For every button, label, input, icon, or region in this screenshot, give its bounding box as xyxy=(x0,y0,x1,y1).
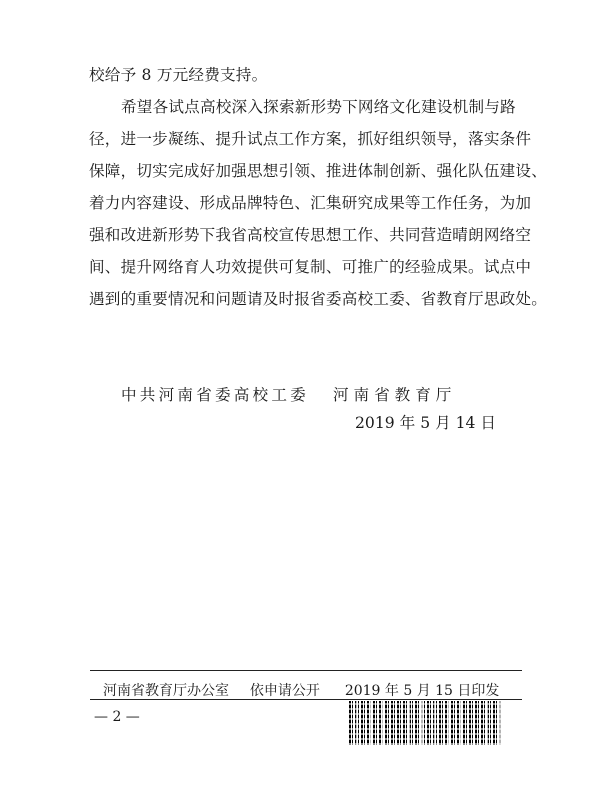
footer-print-info xyxy=(103,680,499,700)
page-number: — 2 — xyxy=(94,709,140,725)
body-line-6: 强和改进新形势下我省高校宣传思想工作、共同营造晴朗网络空 xyxy=(89,226,532,244)
body-line-7: 间、提升网络育人功效提供可复制、可推广的经验成果。试点中 xyxy=(89,258,532,276)
footer-disclosure: 依申请公开 xyxy=(249,683,320,699)
body-line-5: 着力内容建设、形成品牌特色、汇集研究成果等工作任务，为加 xyxy=(89,194,532,212)
body-line-2: 希望各试点高校深入探索新形势下网络文化建设机制与路 xyxy=(121,98,516,116)
body-line-1: 校给予 8 万元经费支持。 xyxy=(89,66,268,84)
footer-print-date: 2019 年 5 月 15 日印发 xyxy=(344,683,500,699)
footer-rule-top xyxy=(90,670,522,671)
signature-org-2: 河 南 省 教 育 厅 xyxy=(333,386,452,404)
signature-date: 2019 年 5 月 14 日 xyxy=(355,414,497,432)
barcode-image xyxy=(349,701,501,745)
signature-org-1: 中共河南省委高校工委 xyxy=(121,386,309,404)
body-line-3: 径，进一步凝练、提升试点工作方案，抓好组织领导，落实条件 xyxy=(89,130,532,148)
footer-issuer: 河南省教育厅办公室 xyxy=(103,683,229,699)
body-line-8: 遇到的重要情况和问题请及时报省委高校工委、省教育厅思政处。 xyxy=(89,290,548,308)
footer-rule-bottom xyxy=(90,699,522,700)
body-line-4: 保障，切实完成好加强思想引领、推进体制创新、强化队伍建设、 xyxy=(89,162,548,180)
